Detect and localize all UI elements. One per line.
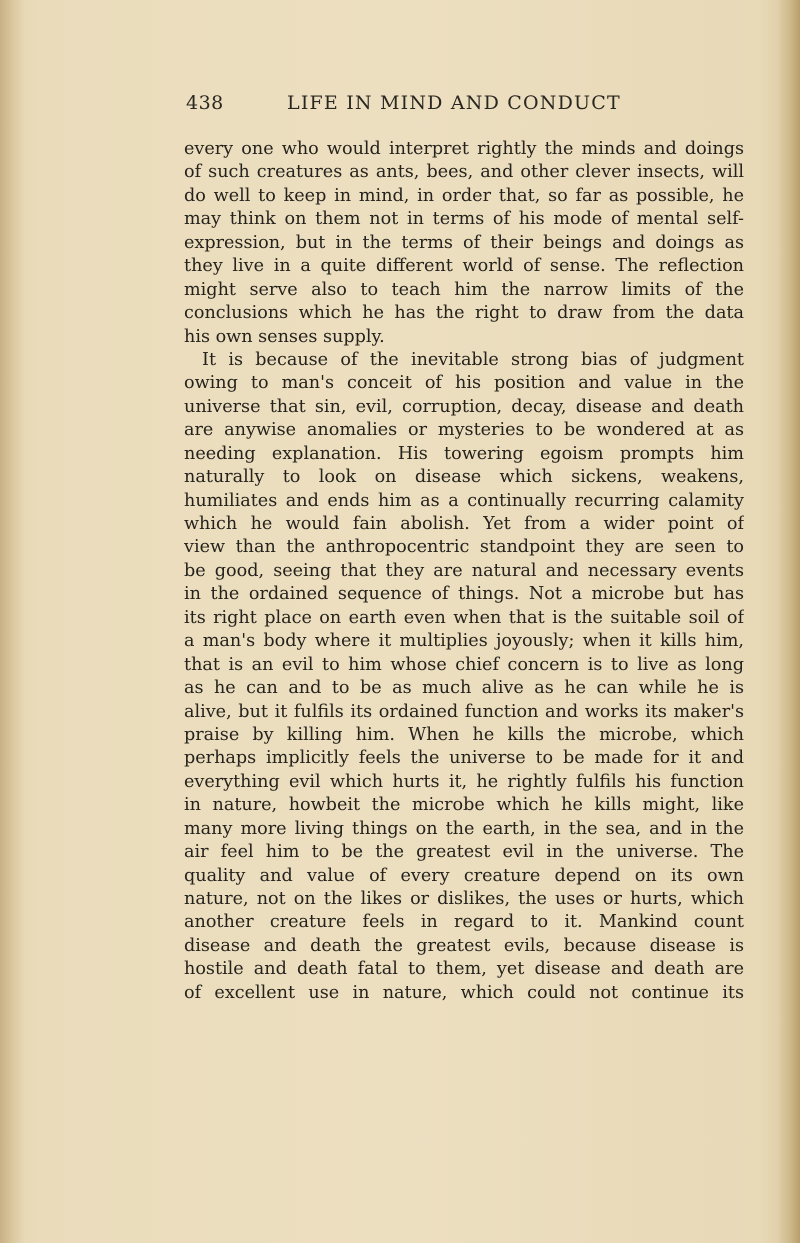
- text-line: needing explanation. His towering egoism prompts him: [184, 443, 744, 464]
- page-gutter-shadow: [0, 0, 24, 1243]
- text-line: a man's body where it multiplies joyously; when it kills him,: [184, 631, 744, 652]
- text-line: owing to man's conceit of his position and value in the: [184, 373, 744, 394]
- text-line: disease and death the greatest evils, because disease is: [184, 935, 744, 956]
- text-line: which he would fain abolish. Yet from a wider point of: [184, 514, 744, 534]
- text-line: everything evil which hurts it, he rightly fulfils his function: [184, 771, 744, 792]
- text-line: humiliates and ends him as a continually recurring calamity: [184, 490, 744, 511]
- text-line: another creature feels in regard to it. Mankind count: [184, 912, 744, 933]
- text-line: be good, seeing that they are natural and necessary events: [184, 560, 744, 581]
- text-line: may think on them not in terms of his mode of mental self-: [184, 209, 744, 230]
- page-header: [186, 92, 656, 122]
- text-line: every one who would interpret rightly the minds and doings: [184, 139, 744, 159]
- text-line: alive, but it fulfils its ordained function and works its maker's: [184, 701, 744, 722]
- text-line: quality and value of every creature depend on its own: [184, 865, 744, 886]
- text-line: of excellent use in nature, which could not continue its: [184, 982, 744, 1003]
- text-line: its right place on earth even when that is the suitable soil of: [184, 607, 744, 628]
- text-line: in the ordained sequence of things. Not a microbe but has: [184, 584, 744, 605]
- text-line: hostile and death fatal to them, yet disease and death are: [184, 959, 744, 980]
- page-number: 438: [186, 92, 224, 114]
- text-line: praise by killing him. When he kills the microbe, which: [184, 724, 744, 745]
- text-line: of such creatures as ants, bees, and other clever insects, will: [184, 162, 744, 183]
- text-line: in nature, howbeit the microbe which he kills might, like: [184, 795, 744, 816]
- text-line: universe that sin, evil, corruption, decay, disease and death: [184, 396, 744, 417]
- text-line: conclusions which he has the right to draw from the data: [184, 303, 744, 324]
- text-line: might serve also to teach him the narrow limits of the: [184, 279, 744, 300]
- text-line: that is an evil to him whose chief concern is to live as long: [184, 654, 744, 675]
- text-line: they live in a quite different world of sense. The reflection: [184, 256, 744, 277]
- text-line: perhaps implicitly feels the universe to be made for it and: [184, 748, 744, 769]
- text-line: nature, not on the likes or dislikes, the uses or hurts, which: [184, 889, 744, 909]
- paragraph-end-line: his own senses supply.: [184, 326, 385, 347]
- page-edge-shadow: [778, 0, 800, 1243]
- text-line: naturally to look on disease which sickens, weakens,: [184, 467, 744, 488]
- text-line: are anywise anomalies or mysteries to be wondered at as: [184, 420, 744, 441]
- text-line: many more living things on the earth, in the sea, and in the: [184, 818, 744, 839]
- paragraph-start-line: It is because of the inevitable strong bias of judgment: [202, 349, 744, 370]
- text-line: air feel him to be the greatest evil in the universe. The: [184, 842, 744, 863]
- body-text: [184, 138, 744, 1005]
- text-line: as he can and to be as much alive as he can while he is: [184, 678, 744, 699]
- text-line: do well to keep in mind, in order that, so far as possible, he: [184, 185, 744, 206]
- running-head: LIFE IN MIND AND CONDUCT: [287, 92, 621, 114]
- text-line: expression, but in the terms of their beings and doings as: [184, 232, 744, 253]
- text-line: view than the anthropocentric standpoint they are seen to: [184, 537, 744, 558]
